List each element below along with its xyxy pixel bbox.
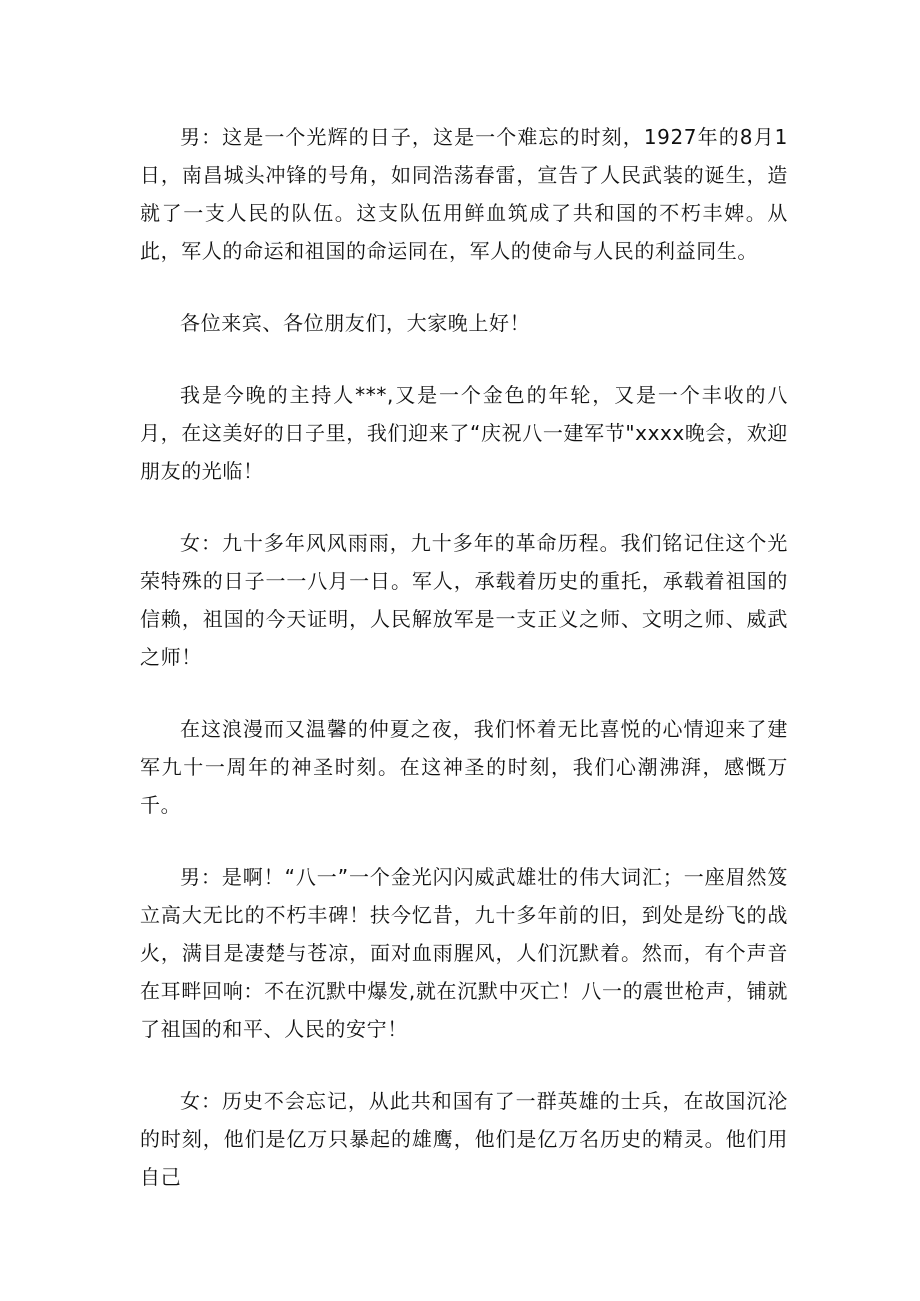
- paragraph: 各位来宾、各位朋友们，大家晚上好！: [180, 311, 531, 335]
- paragraph: 在这浪漫而又温馨的仲夏之夜，我们怀着无比喜悦的心情迎来了建军九十一周年的神圣时刻。在这神圣的时刻，我们心潮沸湃，感慨万千。: [140, 717, 788, 817]
- paragraph: 女：九十多年风风雨雨，九十多年的革命历程。我们铭记住这个光荣特殊的日子一一八月一日。军人，承载着历史的重托，承载着祖国的信赖，祖国的今天证明，人民解放军是一支正义之师、文明之师、威武之师！: [140, 531, 788, 669]
- paragraph: 男：这是一个光辉的日子，这是一个难忘的时刻，1927年的8月1日，南昌城头冲锋的号角，如同浩荡春雷，宣告了人民武装的诞生，造就了一支人民的队伍。这支队伍用鲜血筑成了共和国的不朽丰婢。从此，军人的命运和祖国的命运同在，军人的使命与人民的利益同生。: [140, 125, 788, 263]
- paragraph: 我是今晚的主持人***,又是一个金色的年轮，又是一个丰收的八月，在这美好的日子里，我们迎来了“庆祝八一建军节"xxxx晚会，欢迎朋友的光临！: [140, 383, 788, 483]
- paragraph: 男：是啊！“八一”一个金光闪闪威武雄壮的伟大词汇；一座眉然笈立高大无比的不朽丰碑！扶今忆昔，九十多年前的旧，到处是纷飞的战火，满目是凄楚与苍凉，面对血雨腥风，人们沉默着。然而，有个声音在耳畔回响：不在沉默中爆发,就在沉默中灭亡！八一的震世枪声，铺就了祖国的和平、人民的安宁！: [140, 865, 788, 1041]
- paragraph: 女：历史不会忘记，从此共和国有了一群英雄的士兵，在故国沉沦的时刻，他们是亿万只暴起的雄鹰，他们是亿万名历史的精灵。他们用自己: [140, 1089, 788, 1189]
- document-body: [140, 118, 788, 1230]
